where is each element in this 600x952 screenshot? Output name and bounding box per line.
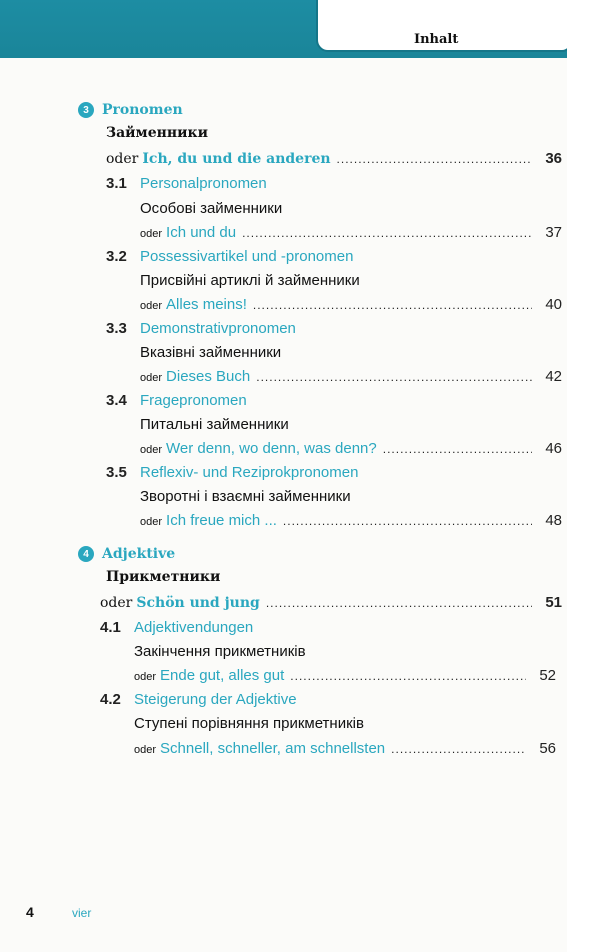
toc-entry[interactable] <box>106 150 562 167</box>
toc-entry[interactable] <box>140 296 562 313</box>
section-number: 3.3 <box>106 320 127 337</box>
toc-entry[interactable] <box>140 440 562 457</box>
oder-label: oder <box>100 595 133 611</box>
oder-label: oder <box>140 372 163 384</box>
oder-label: oder <box>134 744 157 756</box>
section-title[interactable]: Personalpronomen <box>140 175 267 192</box>
entry-title: Ich, du und die anderen <box>142 151 331 167</box>
page-number: 56 <box>539 740 556 757</box>
chapter-subtitle: Прикметники <box>106 569 221 585</box>
leader-dots <box>290 669 526 683</box>
chapter-number-badge: 4 <box>78 546 94 562</box>
section-title-uk: Особові займенники <box>140 200 283 217</box>
page-number: 52 <box>539 667 556 684</box>
entry-title: Ende gut, alles gut <box>160 667 285 684</box>
section-number: 3.2 <box>106 248 127 265</box>
section-number: 3.4 <box>106 392 127 409</box>
leader-dots <box>253 298 532 312</box>
footer-page-number: 4 <box>26 904 34 920</box>
page-title: Inhalt <box>414 32 459 47</box>
section-number: 4.1 <box>100 619 121 636</box>
section-title[interactable]: Adjektivendungen <box>134 619 254 636</box>
oder-label: oder <box>106 151 139 167</box>
section-title-uk: Вказівні займенники <box>140 344 282 361</box>
leader-dots <box>391 742 526 756</box>
chapter-number-badge: 3 <box>78 102 94 118</box>
page-number: 48 <box>545 512 562 529</box>
oder-label: oder <box>140 228 163 240</box>
entry-title: Ich freue mich ... <box>166 512 277 529</box>
leader-dots <box>337 152 532 166</box>
page-number: 36 <box>545 150 562 167</box>
page-number: 37 <box>545 224 562 241</box>
entry-title: Schön und jung <box>136 595 260 611</box>
entry-title: Ich und du <box>166 224 237 241</box>
chapter-subtitle: Займенники <box>106 125 208 141</box>
section-number: 4.2 <box>100 691 121 708</box>
section-title-uk: Зворотні і взаємні займенники <box>140 488 351 505</box>
section-title[interactable]: Steigerung der Adjektive <box>134 691 297 708</box>
toc-entry[interactable] <box>140 224 562 241</box>
toc-entry[interactable] <box>134 740 556 757</box>
entry-title: Schnell, schneller, am schnellsten <box>160 740 386 757</box>
leader-dots <box>242 226 532 240</box>
section-title-uk: Питальні займенники <box>140 416 289 433</box>
section-title-uk: Закінчення прикметників <box>134 643 306 660</box>
toc-entry[interactable] <box>140 512 562 529</box>
footer-page-word: vier <box>72 906 92 920</box>
entry-title: Alles meins! <box>166 296 247 313</box>
section-title-uk: Ступені порівняння прикметників <box>134 715 364 732</box>
section-number: 3.5 <box>106 464 127 481</box>
toc-entry[interactable] <box>100 594 562 611</box>
section-title[interactable]: Demonstrativpronomen <box>140 320 296 337</box>
toc-entry[interactable] <box>140 368 562 385</box>
oder-label: oder <box>140 516 163 528</box>
page-number: 42 <box>545 368 562 385</box>
section-title-uk: Присвійні артиклі й займенники <box>140 272 360 289</box>
chapter-title: Adjektive <box>102 546 176 562</box>
chapter-heading[interactable] <box>78 100 183 120</box>
toc-entry[interactable] <box>134 667 556 684</box>
section-title[interactable]: Possessivartikel und -pronomen <box>140 248 354 265</box>
section-number: 3.1 <box>106 175 127 192</box>
chapter-title: Pronomen <box>102 102 183 118</box>
page-number: 40 <box>545 296 562 313</box>
leader-dots <box>266 596 532 610</box>
leader-dots <box>256 370 532 384</box>
leader-dots <box>283 514 532 528</box>
oder-label: oder <box>140 444 163 456</box>
oder-label: oder <box>140 300 163 312</box>
section-title[interactable]: Reflexiv- und Reziprokpronomen <box>140 464 359 481</box>
entry-title: Wer denn, wo denn, was denn? <box>166 440 377 457</box>
oder-label: oder <box>134 671 157 683</box>
leader-dots <box>383 442 532 456</box>
page-number: 46 <box>545 440 562 457</box>
page-number: 51 <box>545 594 562 611</box>
section-title[interactable]: Fragepronomen <box>140 392 247 409</box>
chapter-heading[interactable] <box>78 544 175 564</box>
entry-title: Dieses Buch <box>166 368 251 385</box>
